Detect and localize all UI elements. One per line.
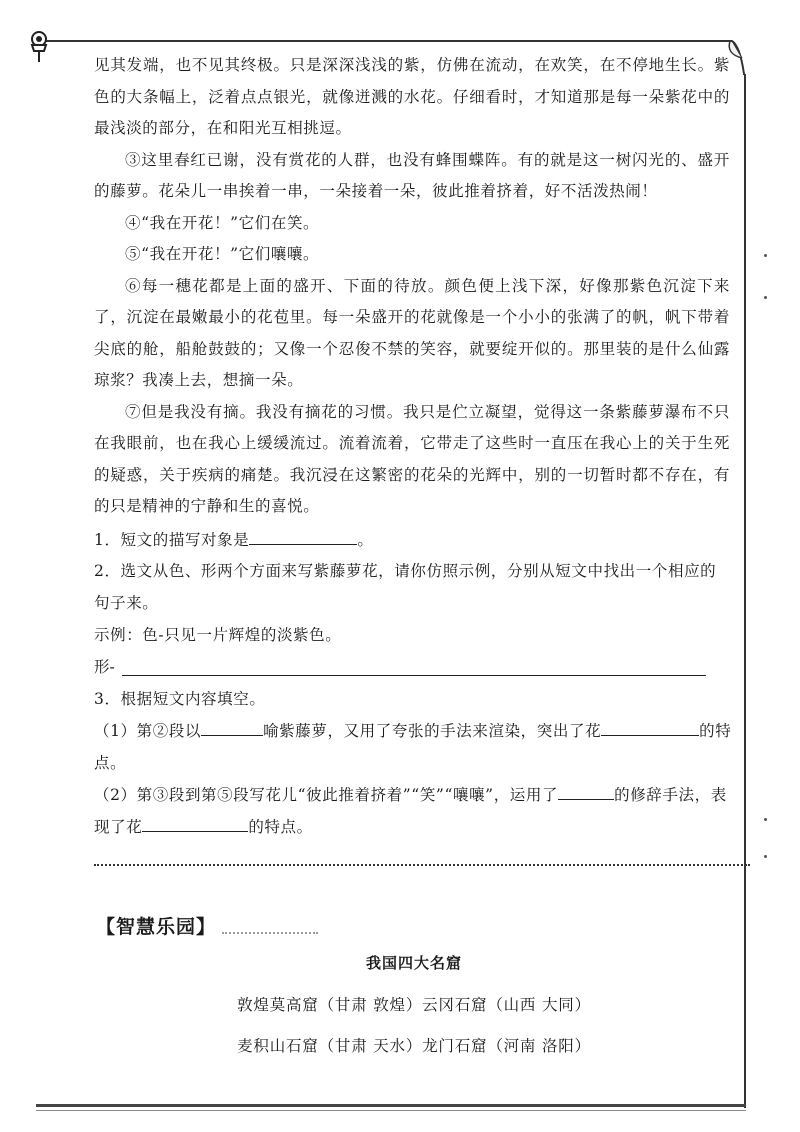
reading-passage xyxy=(94,50,730,523)
grottoes-line-2: 麦积山石窟（甘肃 天水）龙门石窟（河南 洛阳） xyxy=(237,1037,591,1055)
page-border-bottom-thin xyxy=(36,1110,746,1111)
shape-answer-row xyxy=(94,652,734,684)
question-3-2 xyxy=(94,780,734,843)
section-divider xyxy=(94,864,750,866)
answer-blank-q1[interactable] xyxy=(249,526,357,545)
question-2: 2．选文从色、形两个方面来写紫藤萝花，请你仿照示例，分别从短文中找出一个相应的句子来。 xyxy=(94,562,717,612)
answer-line-shape[interactable] xyxy=(122,675,706,676)
grottoes-heading: 我国四大名窟 xyxy=(365,954,462,972)
answer-blank-3-1-metaphor[interactable] xyxy=(201,717,263,736)
paragraph-2-continued: 见其发端，也不见其终极。只是深深浅浅的紫，仿佛在流动，在欢笑，在不停地生长。紫色的大条幅上，泛着点点银光，就像迸溅的水花。仔细看时，才知道那是每一朵紫花中的最浅淡的部分，在和阳光互相挑逗。 xyxy=(94,56,730,137)
question-3-1-part-b: 喻紫藤萝，又用了夸张的手法来渲染，突出了花 xyxy=(263,722,602,740)
scan-speck xyxy=(764,296,767,299)
question-1-suffix: 。 xyxy=(357,531,374,549)
question-3-2-part-a: （2）第③段到第⑤段写花儿“彼此推着挤着”“笑”“嚷嚷”，运用了 xyxy=(94,786,559,804)
scan-speck xyxy=(764,254,767,257)
section-title: 【智慧乐园】 xyxy=(96,916,217,938)
paragraph-5: ⑤“我在开花！”它们嚷嚷。 xyxy=(125,245,320,263)
question-3-1-part-a: （1）第②段以 xyxy=(94,722,202,740)
answer-blank-3-2-feature[interactable] xyxy=(142,813,248,832)
question-3-1-part-c: 的特点。 xyxy=(94,722,732,772)
shape-label: 形- xyxy=(94,658,115,676)
question-1 xyxy=(94,524,373,556)
paragraph-7: ⑦但是我没有摘。我没有摘花的习惯。我只是伫立凝望，觉得这一条紫藤萝瀑布不只在我眼前，也在我心上缓缓流过。流着流着，它带走了这些时一直压在我心上的关于生死的疑惑，关于疾病的痛楚。我沉浸在这繁密的花朵的光辉中，别的一切暂时都不存在，有的只是精神的宁静和生的喜悦。 xyxy=(94,402,730,515)
question-3: 3．根据短文内容填空。 xyxy=(94,690,266,708)
scan-speck xyxy=(764,818,767,821)
answer-blank-3-2-rhetoric[interactable] xyxy=(558,781,614,800)
scan-speck xyxy=(764,855,767,858)
answer-blank-3-1-feature[interactable] xyxy=(601,717,699,736)
pushpin-icon xyxy=(24,30,54,64)
question-3-2-part-b: 的修辞手法，表现了花 xyxy=(94,786,727,836)
paragraph-3: ③这里春红已谢，没有赏花的人群，也没有蜂围蝶阵。有的就是这一树闪光的、盛开的藤萝。花朵儿一串挨着一串，一朵接着一朵，彼此推着挤着，好不活泼热闹！ xyxy=(94,150,730,200)
section-title-dots xyxy=(222,932,318,934)
paragraph-6: ⑥每一穗花都是上面的盛开、下面的待放。颜色便上浅下深，好像那紫色沉淀下来了，沉淀在最嫩最小的花苞里。每一朵盛开的花就像是一个小小的张满了的帆，帆下带着尖底的舱，船舱鼓鼓的；又像一个忍俊不禁的笑容，就要绽开似的。那里装的是什么仙露琼浆？我凑上去，想摘一朵。 xyxy=(94,276,730,389)
example-answer: 示例：色-只见一片辉煌的淡紫色。 xyxy=(94,626,342,644)
question-3-1 xyxy=(94,716,734,779)
grottoes-line-1: 敦煌莫高窟（甘肃 敦煌）云冈石窟（山西 大同） xyxy=(237,996,591,1014)
page-border-bottom xyxy=(36,1104,746,1107)
question-1-text: 1．短文的描写对象是 xyxy=(94,531,250,549)
paragraph-4: ④“我在开花！”它们在笑。 xyxy=(125,213,320,232)
question-3-2-part-c: 的特点。 xyxy=(248,817,313,836)
page-border-top xyxy=(40,40,708,42)
